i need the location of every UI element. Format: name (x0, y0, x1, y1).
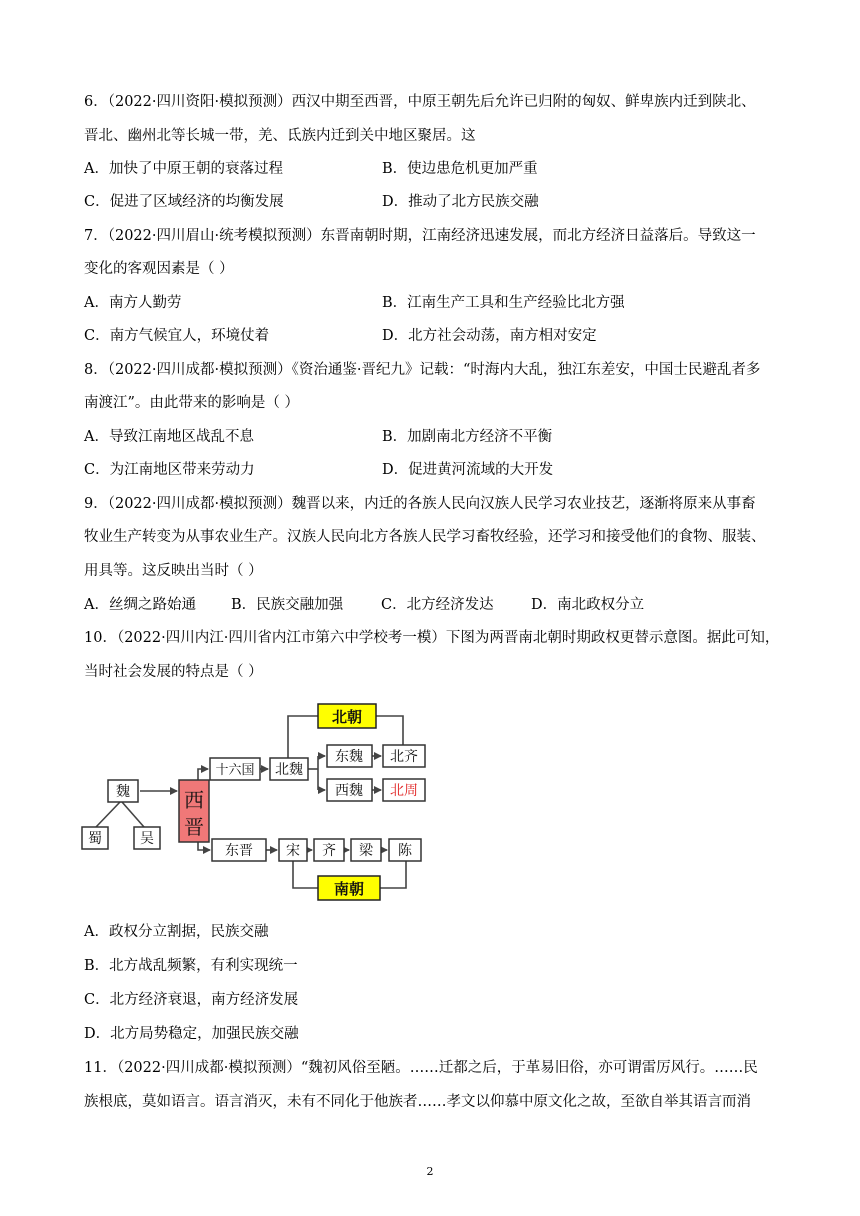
q8-option-b: B．加剧南北方经济不平衡 (382, 429, 553, 445)
page-number: 2 (426, 1165, 434, 1178)
label-xiwei: 西魏 (335, 783, 363, 799)
label-wei: 魏 (116, 784, 130, 800)
regime-succession-diagram (78, 696, 438, 906)
q10-option-d: D．北方局势稳定，加强民族交融 (84, 1026, 299, 1042)
label-beiwei: 北魏 (275, 762, 303, 778)
q9-stem-line2: 牧业生产转变为从事农业生产。汉族人民向北方各族人民学习畜牧经验，还学习和接受他们的食物、服装、 (84, 529, 766, 545)
q10-stem-line2: 当时社会发展的特点是（ ） (84, 664, 263, 680)
q6-option-d: D．推动了北方民族交融 (382, 194, 539, 210)
label-beiqi: 北齐 (390, 749, 418, 765)
q8-stem-line2: 南渡江”。由此带来的影响是（ ） (84, 395, 300, 411)
label-dongjin: 东晋 (225, 843, 253, 859)
q6-stem-line2: 晋北、幽州北等长城一带，羌、氐族内迁到关中地区聚居。这 (84, 128, 476, 144)
label-song: 宋 (286, 843, 300, 859)
q6-option-c: C．促进了区域经济的均衡发展 (84, 194, 284, 210)
q7-option-d: D．北方社会动荡，南方相对安定 (382, 328, 597, 344)
q7-stem-line1: 7．（2022·四川眉山·统考模拟预测）东晋南朝时期，江南经济迅速发展，而北方经济日益落后。导致这一 (84, 228, 756, 244)
label-liang: 梁 (359, 843, 373, 859)
q7-option-a: A．南方人勤劳 (84, 295, 182, 311)
label-beichao: 北朝 (331, 708, 363, 726)
label-dongwei: 东魏 (335, 749, 363, 765)
label-qi: 齐 (322, 843, 336, 859)
q6-option-b: B．使边患危机更加严重 (382, 161, 538, 177)
label-wu: 吴 (140, 831, 154, 847)
q8-option-d: D．促进黄河流域的大开发 (382, 462, 554, 478)
q9-option-b: B．民族交融加强 (231, 597, 344, 613)
q8-option-c: C．为江南地区带来劳动力 (84, 462, 255, 478)
q10-option-c: C．北方经济衰退，南方经济发展 (84, 992, 299, 1008)
q9-stem-line1: 9．（2022·四川成都·模拟预测）魏晋以来，内迁的各族人民向汉族人民学习农业技艺，逐渐将原来从事畜 (84, 496, 756, 512)
q11-stem-line2: 族根底，莫如语言。语言消灭，未有不同化于他族者……孝文以仰慕中原文化之故，至欲自举其语言而消 (84, 1094, 751, 1110)
q11-stem-line1: 11．（2022·四川成都·模拟预测）“魏初风俗至陋。……迁都之后，于革易旧俗，亦可谓雷厉风行。……民 (84, 1060, 758, 1076)
label-nanchao: 南朝 (333, 880, 365, 898)
q9-stem-line3: 用具等。这反映出当时（ ） (84, 563, 263, 579)
label-chen: 陈 (398, 843, 412, 859)
label-xijin-1: 西 (184, 788, 204, 812)
q9-option-d: D．南北政权分立 (531, 597, 645, 613)
q8-option-a: A．导致江南地区战乱不息 (84, 429, 254, 445)
label-shu: 蜀 (88, 831, 102, 847)
q10-option-a: A．政权分立割据，民族交融 (84, 924, 269, 940)
q7-option-b: B．江南生产工具和生产经验比北方强 (382, 295, 625, 311)
q9-option-c: C．北方经济发达 (381, 597, 494, 613)
q9-option-a: A．丝绸之路始通 (84, 597, 196, 613)
q10-option-b: B．北方战乱频繁，有利实现统一 (84, 958, 298, 974)
q10-stem-line1: 10．（2022·四川内江·四川省内江市第六中学校考一模）下图为两晋南北朝时期政权更替示意图。据此可知， (84, 630, 780, 646)
q7-option-c: C．南方气候宜人，环境仗着 (84, 328, 270, 344)
q7-stem-line2: 变化的客观因素是（ ） (84, 261, 234, 277)
label-xijin-2: 晋 (184, 815, 204, 839)
q6-option-a: A．加快了中原王朝的衰落过程 (84, 161, 283, 177)
q6-stem-line1: 6．（2022·四川资阳·模拟预测）西汉中期至西晋，中原王朝先后允许已归附的匈奴、鲜卑族内迁到陕北、 (84, 94, 756, 110)
label-beizhou: 北周 (390, 783, 418, 799)
label-shiliuguo: 十六国 (215, 763, 255, 778)
q8-stem-line1: 8．（2022·四川成都·模拟预测）《资治通鉴·晋纪九》记载：“时海内大乱，独江东差安，中国士民避乱者多 (84, 362, 761, 378)
